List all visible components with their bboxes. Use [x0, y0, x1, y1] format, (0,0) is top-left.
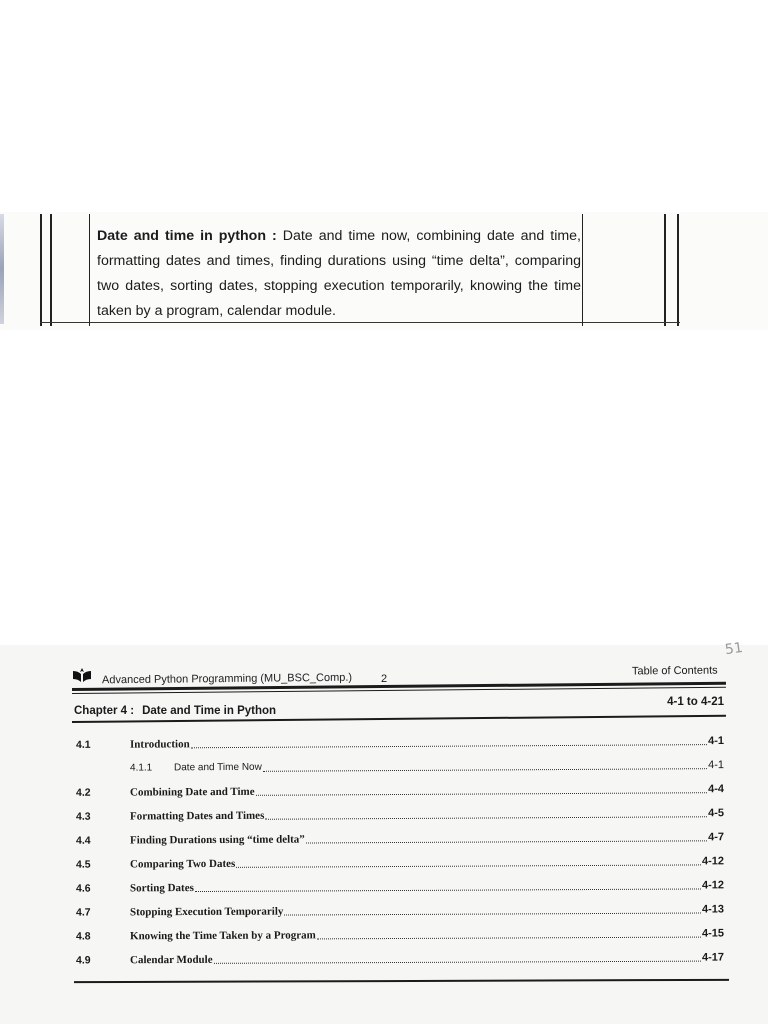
- toc-entry-number: 4.4: [75, 834, 91, 847]
- toc-entry-page: 4-5: [708, 807, 725, 820]
- toc-entry: [74, 759, 724, 779]
- toc-entry-title: Formatting Dates and Times: [129, 809, 265, 823]
- toc-entry-title: Comparing Two Dates: [129, 857, 236, 871]
- toc-entry-page: 4-1: [708, 735, 725, 748]
- toc-leader-dots: [317, 937, 701, 940]
- chapter-title: Date and Time in Python: [142, 705, 277, 717]
- section-label: Table of Contents: [632, 664, 719, 678]
- toc-entry-page: 4-15: [701, 927, 725, 940]
- toc-entry-number: 4.6: [75, 882, 91, 895]
- toc-leader-dots: [284, 913, 701, 916]
- toc-entry-number: 4.2: [75, 786, 91, 799]
- toc-entry-title: Sorting Dates: [129, 882, 194, 895]
- toc-entry-title: Combining Date and Time: [129, 785, 255, 799]
- toc-leader-dots: [265, 816, 707, 819]
- toc-entry: [74, 903, 724, 922]
- toc-entry-page: 4-12: [701, 855, 725, 868]
- toc-entry-page: 4-13: [701, 903, 725, 916]
- page-number: 2: [381, 673, 388, 685]
- toc-entry-page: 4-12: [701, 879, 725, 892]
- toc-entry: [74, 807, 724, 827]
- toc-entry-title: Date and Time Now: [173, 761, 262, 774]
- book-title: Advanced Python Programming (MU_BSC_Comp.): [101, 671, 353, 687]
- toc-leader-dots: [195, 888, 701, 892]
- toc-entry-title: Stopping Execution Temporarily: [129, 905, 284, 919]
- toc-entry-page: 4-4: [708, 783, 725, 796]
- toc-entry-title: Calendar Module: [129, 953, 213, 967]
- toc-entry-page: 4-17: [701, 951, 725, 964]
- toc-leader-dots: [263, 768, 707, 772]
- toc-leader-dots: [236, 864, 701, 867]
- syllabus-body: Date and time now, combining date and time, formatting dates and times, finding durations using “time delta”, comparing two dates, sorting dates, stopping execution temporarily, knowing the time taken by a program, calendar module.: [97, 228, 582, 319]
- toc-entry-number: 4.7: [75, 906, 91, 919]
- toc-entry-number: 4.3: [75, 810, 91, 823]
- toc-entry-number: 4.1.1: [129, 762, 153, 774]
- toc-entry-number: 4.9: [75, 954, 91, 967]
- syllabus-heading: Date and time in python :: [97, 228, 277, 244]
- toc-entry: [74, 735, 724, 755]
- toc-entry-title: Finding Durations using “time delta”: [129, 833, 305, 847]
- toc-entry-page: 4-7: [708, 831, 725, 844]
- chapter-page-range: 4-1 to 4-21: [667, 696, 724, 708]
- toc-entry-number: 4.5: [75, 858, 91, 871]
- toc-entry-title: Introduction: [129, 738, 190, 751]
- toc-entry-number: 4.8: [75, 930, 91, 943]
- toc-entry: [74, 952, 724, 971]
- handwritten-page-mark: 51: [723, 639, 744, 659]
- chapter-label: Chapter 4 :: [74, 705, 135, 717]
- toc-entry: [74, 831, 724, 851]
- toc-leader-dots: [191, 744, 707, 748]
- toc-entry: [74, 879, 724, 898]
- toc-leader-dots: [306, 840, 707, 843]
- toc-entry: [74, 927, 724, 946]
- toc-entry: [74, 855, 724, 874]
- toc-entry-page: 4-1: [708, 759, 725, 772]
- toc-leader-dots: [214, 961, 701, 964]
- toc-entry: [74, 783, 724, 803]
- toc-entry-number: 4.1: [75, 738, 91, 751]
- toc-leader-dots: [256, 792, 707, 796]
- toc-entry-title: Knowing the Time Taken by a Program: [129, 929, 316, 943]
